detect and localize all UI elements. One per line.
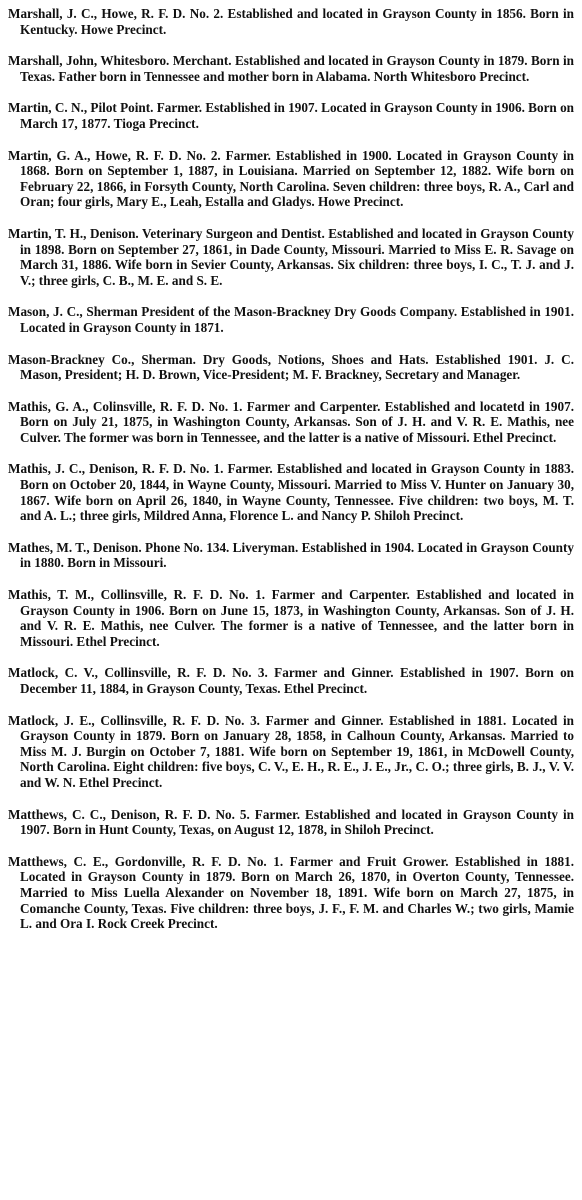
entry-matthews-ce: Matthews, C. E., Gordonville, R. F. D. No. 1. Farmer and Fruit Grower. Established in 1881. Located in Grayson County in 1879. Born on March 26, 1870, in Overton County, Tennessee. Married to Miss Luella Alexander on November 18, 1891. Wife born on March 27, 1875, in Comanche County, Texas. Five children: three boys, J. F., F. M. and Charles W.; two girls, Mamie L. and Ora I. Rock Creek Precinct. — [8, 853, 574, 932]
entry-marshall-john: Marshall, John, Whitesboro. Merchant. Established and located in Grayson County in 1879. Born in Texas. Father born in Tennessee and mother born in Alabama. North Whitesboro Precinct. — [8, 53, 574, 84]
entry-matthews-cc: Matthews, C. C., Denison, R. F. D. No. 5. Farmer. Established and located in Grayson County in 1907. Born in Hunt County, Texas, on August 12, 1878, in Shiloh Precinct. — [8, 806, 574, 838]
entry-marshall-jc: Marshall, J. C., Howe, R. F. D. No. 2. Established and located in Grayson County in 1856. Born in Kentucky. Howe Precinct. — [8, 6, 574, 37]
entry-mathes-mt: Mathes, M. T., Denison. Phone No. 134. Liveryman. Established in 1904. Located in Grayson County in 1880. Born in Missouri. — [8, 539, 574, 571]
entry-mathis-jc: Mathis, J. C., Denison, R. F. D. No. 1. Farmer. Established and located in Grayson County in 1883. Born on October 20, 1844, in Wayne County, Missouri. Married to Miss V. Hunter on January 30, 1867. Wife born on April 26, 1840, in Wayne County, Tennessee. Five children: two boys, M. T. and A. L.; three girls, Mildred Anna, Florence L. and Nancy P. Shiloh Precinct. — [8, 461, 574, 524]
entry-martin-th: Martin, T. H., Denison. Veterinary Surgeon and Dentist. Established and located in Grayson County in 1898. Born on September 27, 1861, in Dade County, Missouri. Married to Miss E. R. Savage on March 31, 1886. Wife born in Sevier County, Arkansas. Six children: three boys, I. C., T. J. and J. V.; three girls, C. B., M. E. and S. E. — [8, 225, 574, 288]
entry-mason-brackney-co: Mason-Brackney Co., Sherman. Dry Goods, Notions, Shoes and Hats. Established 1901. J. C. Mason, President; H. D. Brown, Vice-President; M. F. Brackney, Secretary and Manager. — [8, 351, 574, 383]
entry-martin-ga: Martin, G. A., Howe, R. F. D. No. 2. Farmer. Established in 1900. Located in Grayson County in 1868. Born on September 1, 1887, in Louisiana. Married on September 12, 1882. Wife born on February 22, 1866, in Forsyth County, North Carolina. Seven children: three boys, R. A., Carl and Oran; four girls, Mary E., Leah, Estalla and Gladys. Howe Precinct. — [8, 147, 574, 210]
entry-mason-jc: Mason, J. C., Sherman President of the Mason-Brackney Dry Goods Company. Established in 1901. Located in Grayson County in 1871. — [8, 304, 574, 335]
entry-mathis-tm: Mathis, T. M., Collinsville, R. F. D. No. 1. Farmer and Carpenter. Established and located in Grayson County in 1906. Born on June 15, 1873, in Washington County, Arkansas. Son of J. H. and V. R. E. Mathis, nee Culver. The former is a native of Tennessee, and the latter born in Missouri. Ethel Precinct. — [8, 587, 574, 649]
entry-matlock-je: Matlock, J. E., Collinsville, R. F. D. No. 3. Farmer and Ginner. Established in 1881. Located in Grayson County in 1879. Born on January 28, 1858, in Calhoun County, Arkansas. Married to Miss M. J. Burgin on October 7, 1881. Wife born on September 19, 1861, in McDowell County, North Carolina. Eight children: five boys, C. V., E. H., R. E., J. E., Jr., C. O.; three girls, B. J., V. V. and W. N. Ethel Precinct. — [8, 712, 574, 790]
entry-matlock-cv: Matlock, C. V., Collinsville, R. F. D. No. 3. Farmer and Ginner. Established in 1907. Born on December 11, 1884, in Grayson County, Texas. Ethel Precinct. — [8, 665, 574, 696]
entry-mathis-ga: Mathis, G. A., Colinsville, R. F. D. No. 1. Farmer and Carpenter. Established and locatetd in 1907. Born on July 21, 1875, in Washington County, Arkansas. Son of J. H. and V. R. E. Mathis, nee Culver. The former was born in Tennessee, and the latter is a native of Missouri. Ethel Precinct. — [8, 398, 574, 445]
entry-martin-cn: Martin, C. N., Pilot Point. Farmer. Established in 1907. Located in Grayson County in 1906. Born on March 17, 1877. Tioga Precinct. — [8, 100, 574, 131]
